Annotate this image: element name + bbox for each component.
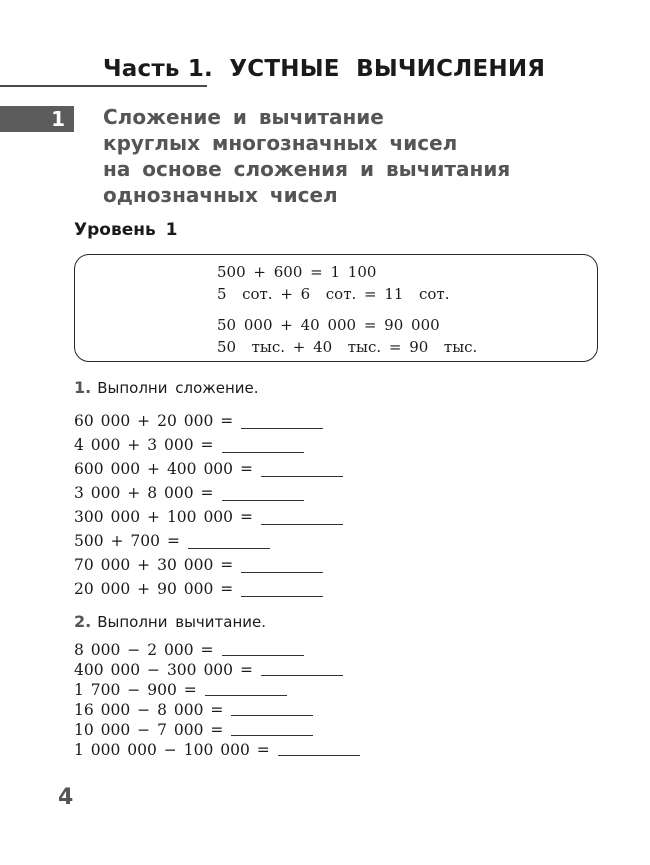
equation-text: 1 000 000 − 100 000 = <box>74 741 270 759</box>
example-line: 500 + 600 = 1 100 <box>217 263 377 281</box>
task-number: 1. <box>74 378 92 397</box>
answer-blank[interactable] <box>278 754 360 756</box>
answer-blank[interactable] <box>261 475 343 477</box>
task-1-equations <box>74 409 343 601</box>
section-title-line: круглых многозначных чисел <box>103 131 458 155</box>
equation-text: 400 000 − 300 000 = <box>74 661 253 679</box>
task-instruction: Выполни вычитание. <box>97 613 267 631</box>
equation-text: 600 000 + 400 000 = <box>74 460 253 478</box>
equation-text: 60 000 + 20 000 = <box>74 412 234 430</box>
task-instruction: Выполни сложение. <box>97 379 259 397</box>
example-line: 50 тыс. + 40 тыс. = 90 тыс. <box>217 338 478 356</box>
part-title: Часть 1. УСТНЫЕ ВЫЧИСЛЕНИЯ <box>103 56 546 82</box>
section-title-line: Сложение и вычитание <box>103 105 384 129</box>
equation-row <box>74 640 360 660</box>
answer-blank[interactable] <box>241 427 323 429</box>
equation-row <box>74 680 360 700</box>
page-number: 4 <box>58 785 74 810</box>
equation-row <box>74 720 360 740</box>
answer-blank[interactable] <box>222 654 304 656</box>
equation-row <box>74 529 343 553</box>
equation-text: 1 700 − 900 = <box>74 681 197 699</box>
equation-text: 10 000 − 7 000 = <box>74 721 224 739</box>
equation-row <box>74 505 343 529</box>
equation-text: 500 + 700 = <box>74 532 180 550</box>
answer-blank[interactable] <box>241 571 323 573</box>
equation-text: 20 000 + 90 000 = <box>74 580 234 598</box>
section-title-line: на основе сложения и вычитания <box>103 157 511 181</box>
equation-row <box>74 409 343 433</box>
task-1-heading <box>74 378 259 397</box>
equation-row <box>74 577 343 601</box>
answer-blank[interactable] <box>222 451 304 453</box>
task-2-equations <box>74 640 360 760</box>
answer-blank[interactable] <box>231 734 313 736</box>
task-2-heading <box>74 612 266 631</box>
answer-blank[interactable] <box>241 595 323 597</box>
equation-text: 4 000 + 3 000 = <box>74 436 214 454</box>
answer-blank[interactable] <box>231 714 313 716</box>
example-line: 50 000 + 40 000 = 90 000 <box>217 316 440 334</box>
section-title <box>103 104 510 208</box>
equation-row <box>74 660 360 680</box>
equation-text: 3 000 + 8 000 = <box>74 484 214 502</box>
equation-text: 8 000 − 2 000 = <box>74 641 214 659</box>
equation-text: 70 000 + 30 000 = <box>74 556 234 574</box>
answer-blank[interactable] <box>205 694 287 696</box>
equation-row <box>74 481 343 505</box>
section-title-line: однозначных чисел <box>103 183 338 207</box>
equation-row <box>74 457 343 481</box>
equation-text: 16 000 − 8 000 = <box>74 701 224 719</box>
answer-blank[interactable] <box>261 523 343 525</box>
task-number: 2. <box>74 612 92 631</box>
example-lines <box>217 261 477 358</box>
title-underline <box>0 85 207 87</box>
example-line: 5 сот. + 6 сот. = 11 сот. <box>217 285 450 303</box>
section-number-badge: 1 <box>0 106 74 132</box>
answer-blank[interactable] <box>261 674 343 676</box>
equation-row <box>74 740 360 760</box>
answer-blank[interactable] <box>222 499 304 501</box>
level-title: Уровень 1 <box>74 220 178 240</box>
answer-blank[interactable] <box>188 547 270 549</box>
equation-text: 300 000 + 100 000 = <box>74 508 253 526</box>
equation-row <box>74 553 343 577</box>
equation-row <box>74 433 343 457</box>
equation-row <box>74 700 360 720</box>
